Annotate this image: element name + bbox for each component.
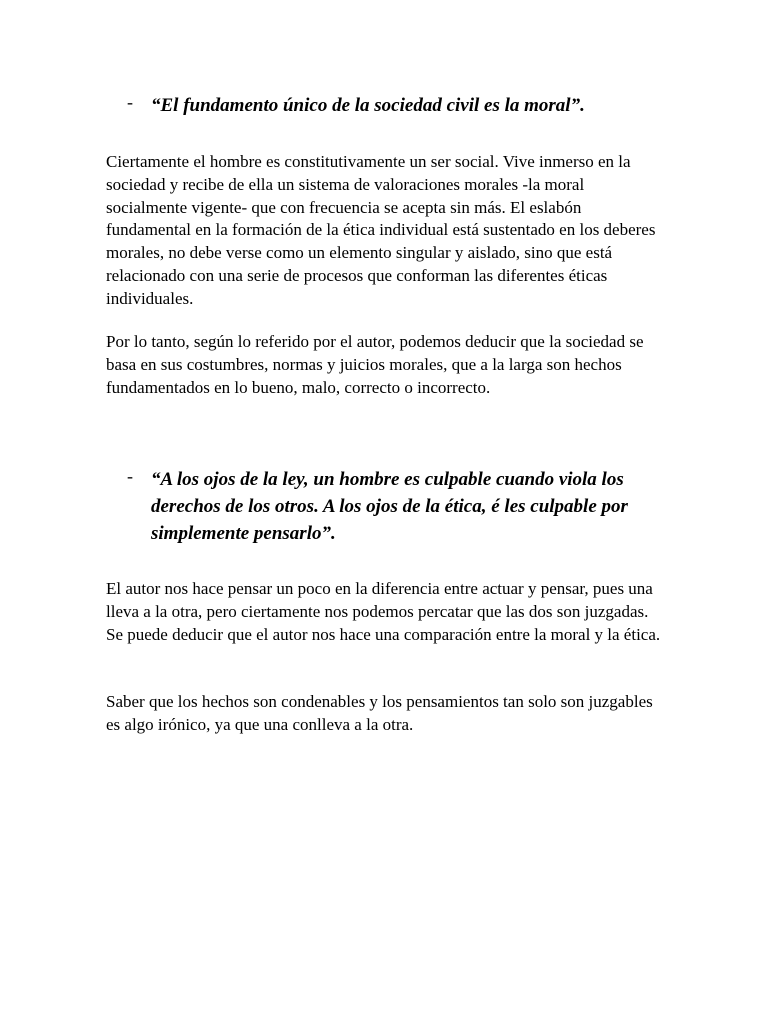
- paragraph-4: Saber que los hechos son condenables y los pensamientos tan solo son juzgables es algo irónico, ya que una conlleva a la otra.: [106, 692, 653, 734]
- paragraph-2: Por lo tanto, según lo referido por el autor, podemos deducir que la sociedad se basa en sus costumbres, normas y juicios morales, que a la larga son hechos fundamentados en lo bueno, malo, correcto o incorrecto.: [106, 332, 644, 397]
- bullet-dash: -: [127, 466, 133, 486]
- quote-list-item-2: [127, 466, 672, 547]
- quote-1: “El fundamento único de la sociedad civil es la moral”.: [151, 95, 585, 116]
- paragraph-1: Ciertamente el hombre es constitutivamente un ser social. Vive inmerso en la sociedad y recibe de ella un sistema de valoraciones morales -la moral socialmente vigente- que con frecuencia se acepta sin más. El eslabón fundamental en la formación de la ética individual está sustentado en los deberes morales, no debe verse como un elemento singular y aislado, sino que está relacionado con una serie de procesos que conforman las diferentes éticas individuales.: [106, 152, 656, 308]
- bullet-dash: -: [127, 92, 133, 112]
- quote-2: “A los ojos de la ley, un hombre es culpable cuando viola los derechos de los otros. A los ojos de la ética, é les culpable por simplemente pensarlo”.: [151, 469, 628, 544]
- paragraph-3: El autor nos hace pensar un poco en la diferencia entre actuar y pensar, pues una lleva a la otra, pero ciertamente nos podemos percatar que las dos son juzgadas. Se puede deducir que el autor nos hace una comparación entre la moral y la ética.: [106, 579, 661, 644]
- quote-list-item-1: [127, 92, 672, 119]
